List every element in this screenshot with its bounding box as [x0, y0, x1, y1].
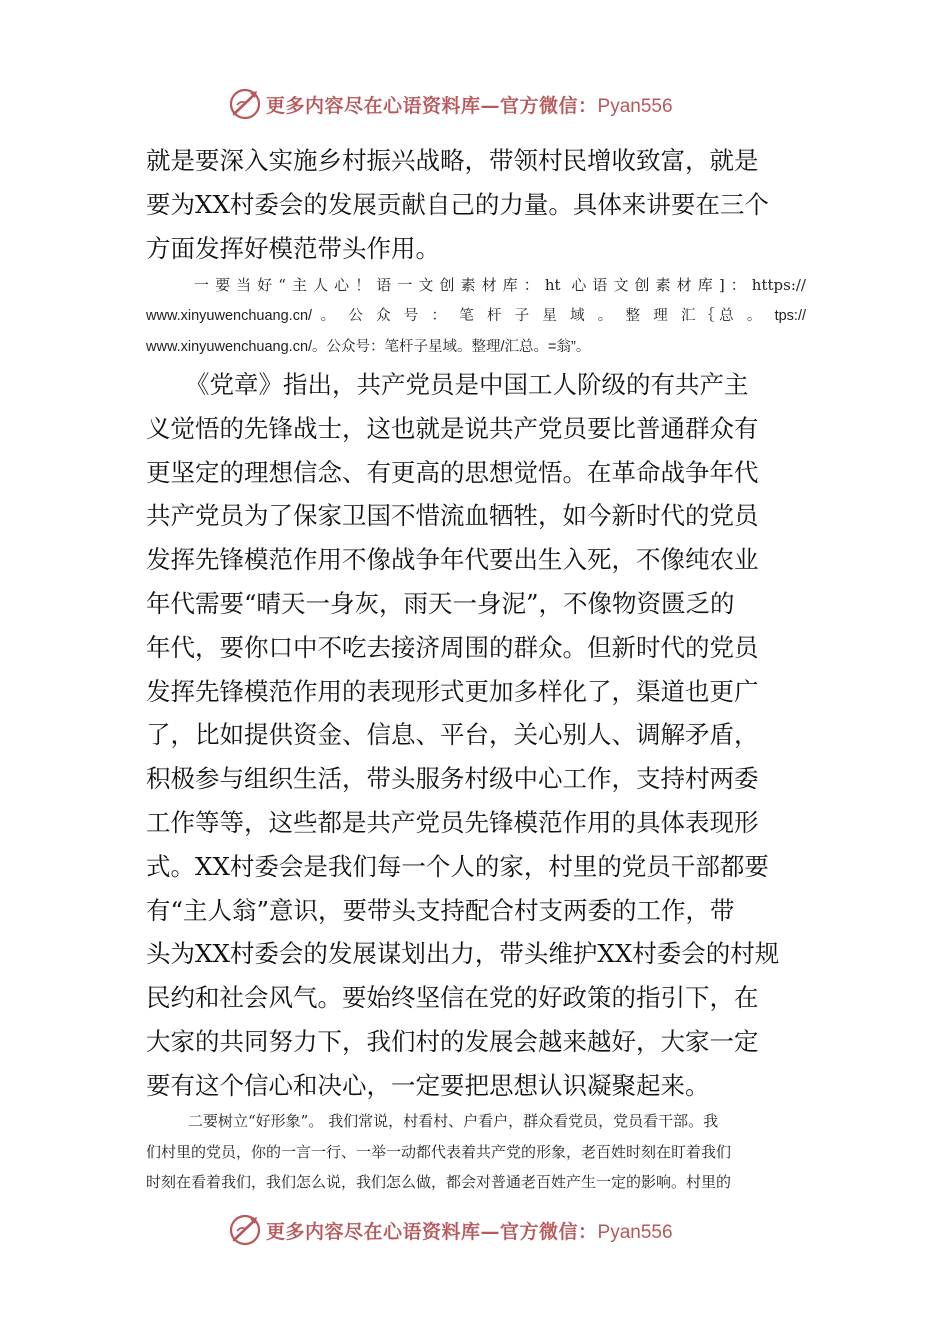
- pen-logo-icon: [228, 87, 262, 121]
- text-line: 时刻在看着我们，我们怎么说，我们怎么做，都会对普通老百姓产生一定的影响。村里的: [146, 1173, 732, 1191]
- text-line: 更坚定的理想信念、有更高的思想觉悟。在革命战争年代: [146, 457, 759, 487]
- text-line: 工作等等，这些都是共产党员先锋模范作用的具体表现形: [146, 807, 759, 837]
- paragraph-4: [146, 1106, 806, 1198]
- text-line: 积极参与组织生活，带头服务村级中心工作，支持村两委: [146, 764, 759, 794]
- paragraph-2: [146, 270, 806, 363]
- text-line: 要为XX村委会的发展贡献自己的力量。具体来讲要在三个: [146, 189, 769, 219]
- banner-text: 更多内容尽在心语资料库—官方微信：Pyan556: [266, 1220, 673, 1243]
- text-line: www.xinyuwenchuang.cn/ 。 公 众 号 ： 笔 杆 子 星 域 。 整 理 汇｛总 。 tps://: [146, 308, 806, 324]
- text-line: 年代，要你口中不吃去接济周围的群众。但新时代的党员: [146, 632, 759, 662]
- text-line: 们村里的党员，你的一言一行、一举一动都代表着共产党的形象，老百姓时刻在盯着我们: [146, 1142, 732, 1161]
- pen-logo-icon: [228, 1213, 262, 1247]
- text-line: 年代需要“晴天一身灰，雨天一身泥”，不像物资匮乏的: [146, 588, 735, 618]
- text-line: 二要树立“好形象”。 我们常说，村看村、户看户，群众看党员，党员看干部。我: [188, 1112, 719, 1130]
- text-line: 式。XX村委会是我们每一个人的家，村里的党员干部都要: [146, 851, 769, 881]
- text-line: 了，比如提供资金、信息、平台，关心别人、调解矛盾，: [146, 720, 759, 750]
- footer-banner: [228, 1210, 748, 1250]
- text-line: 就是要深入实施乡村振兴战略，带领村民增收致富，就是: [146, 146, 759, 175]
- text-line: 要有这个信心和决心，一定要把思想认识凝聚起来。: [146, 1070, 710, 1100]
- text-line: 有“主人翁”意识，要带头支持配合村支两委的工作，带: [146, 895, 735, 925]
- header-banner: [228, 84, 748, 124]
- paragraph-1: [146, 139, 806, 270]
- text-line: 大家的共同努力下，我们村的发展会越来越好，大家一定: [146, 1026, 759, 1056]
- text-line: 头为XX村委会的发展谋划出力，带头维护XX村委会的村规: [146, 939, 780, 969]
- banner-text: 更多内容尽在心语资料库—官方微信：Pyan556: [266, 94, 673, 117]
- text-line: 共产党员为了保家卫国不惜流血牺牲，如今新时代的党员: [146, 501, 759, 531]
- wechat-id: Pyan556: [597, 1221, 673, 1243]
- wechat-id: Pyan556: [597, 95, 673, 117]
- text-line: 发挥先锋模范作用的表现形式更加多样化了，渠道也更广: [146, 676, 759, 706]
- text-line: 一要当好“主人心！语一文创素材库：ht 心语文创素材库]：https://: [194, 276, 806, 294]
- text-line: 《党章》指出，共产党员是中国工人阶级的有共产主: [185, 370, 749, 399]
- paragraph-3: [146, 363, 806, 1108]
- text-line: www.xinyuwenchuang.cn/。公众号：笔杆子星域。整理/汇总。=翁”。: [146, 339, 591, 355]
- text-line: 义觉悟的先锋战士，这也就是说共产党员要比普通群众有: [146, 413, 759, 443]
- text-line: 民约和社会风气。要始终坚信在党的好政策的指引下，在: [146, 983, 759, 1013]
- text-line: 发挥先锋模范作用不像战争年代要出生入死，不像纯农业: [146, 545, 759, 575]
- text-line: 方面发挥好模范带头作用。: [146, 233, 440, 263]
